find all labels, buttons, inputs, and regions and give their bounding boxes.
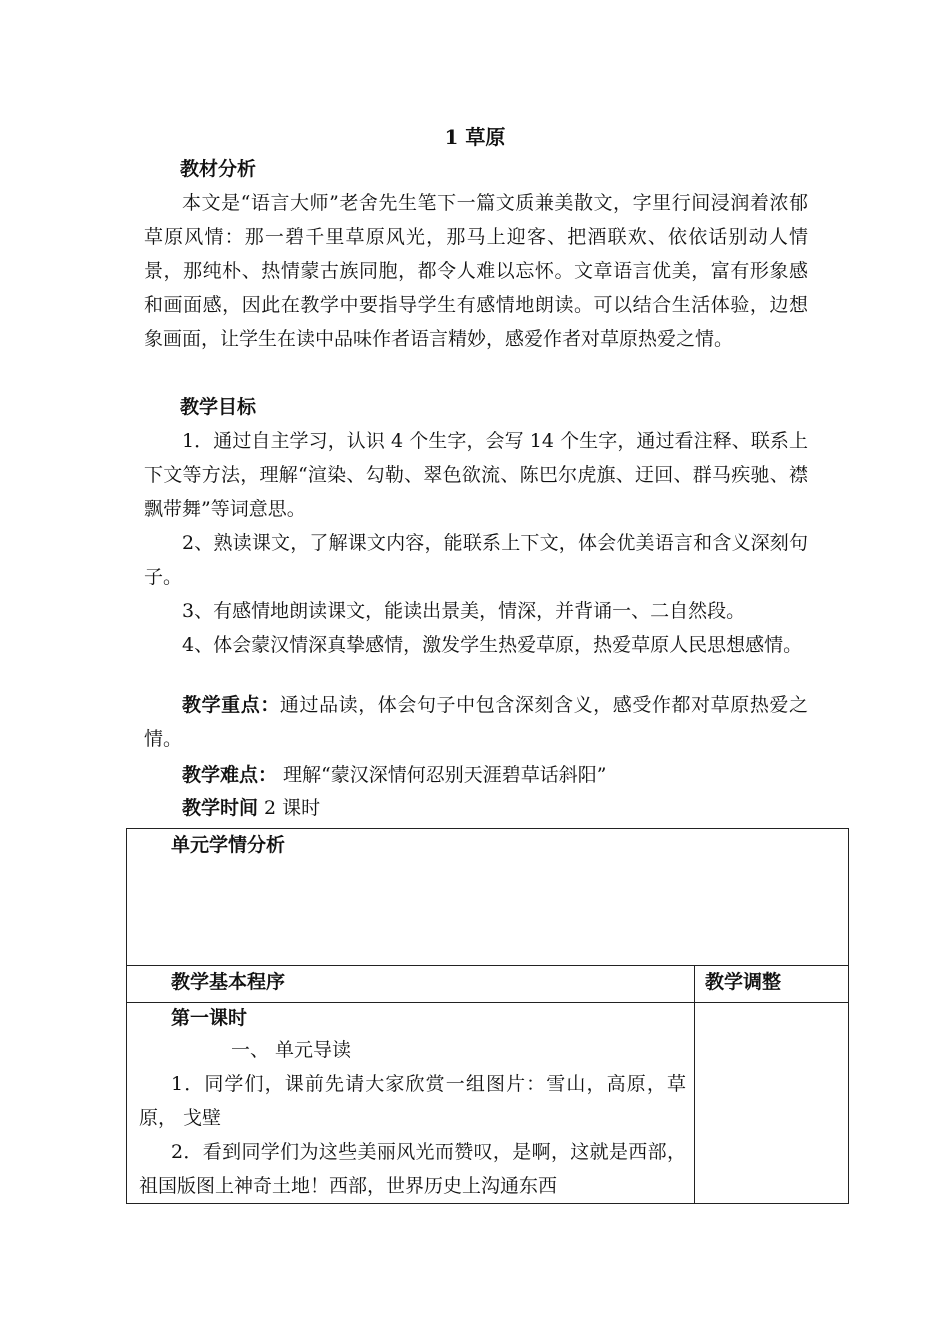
key-point-text: 通过品读，体会句子中包含深刻含义，感受作都对草原热爱之情。: [144, 694, 808, 750]
difficulty-paragraph: [144, 758, 808, 792]
material-analysis-heading: 教材分析: [180, 158, 257, 180]
difficulty-section: [144, 758, 808, 792]
lesson-plan-table: [126, 828, 849, 1204]
procedure-step: 1．同学们，课前先请大家欣赏一组图片：雪山，高原，草原， 戈壁: [139, 1073, 686, 1129]
goal-item: 1．通过自主学习，认识 4 个生字，会写 14 个生字，通过看注释、联系上下文等方法，理解“渲染、勾勒、翠色欲流、陈巴尔虎旗、迂回、群马疾驰、襟飘带舞”等词意思。: [144, 430, 808, 520]
key-point-label: 教学重点：: [182, 694, 280, 716]
time-label: 教学时间: [182, 797, 259, 819]
time-section: [144, 791, 808, 825]
procedure-column-header: 教学基本程序: [127, 966, 695, 1003]
lesson-title: 1 草原: [444, 125, 506, 149]
lesson-label: 第一课时: [171, 1007, 248, 1029]
goal-item: 4、体会蒙汉情深真挚感情，激发学生热爱草原，热爱草原人民思想感情。: [182, 634, 803, 656]
procedure-cell: [127, 1003, 695, 1204]
material-analysis-text: 本文是“语言大师”老舍先生笔下一篇文质兼美散文，字里行间浸润着浓郁草原风情：那一碧千里草原风光，那马上迎客、把酒联欢、依依话别动人情景，那纯朴、热情蒙古族同胞，都令人难以忘怀。文章语言优美，富有形象感和画面感，因此在教学中要指导学生有感情地朗读。可以结合生活体验，边想象画面，让学生在读中品味作者语言精妙，感爱作者对草原热爱之情。: [144, 192, 808, 350]
time-paragraph: [144, 791, 808, 825]
key-point-paragraph: [144, 688, 808, 756]
unit-analysis-heading: 单元学情分析: [171, 834, 286, 856]
adjustment-column-header: 教学调整: [695, 966, 849, 1003]
goal-item: 3、有感情地朗读课文，能读出景美，情深，并背诵一、二自然段。: [182, 600, 746, 622]
material-analysis-section: [144, 152, 808, 356]
teaching-goals-section: [144, 390, 808, 662]
unit-analysis-cell: [127, 829, 849, 966]
key-point-section: [144, 688, 808, 756]
difficulty-text: 理解“蒙汉深情何忍别天涯碧草话斜阳”: [277, 764, 607, 786]
adjustment-cell: [695, 1003, 849, 1204]
goal-item: 2、熟读课文，了解课文内容，能联系上下文，体会优美语言和含义深刻句子。: [144, 532, 808, 588]
section-heading: 一、 单元导读: [231, 1039, 352, 1061]
procedure-step: 2．看到同学们为这些美丽风光而赞叹，是啊，这就是西部，祖国版图上神奇土地！西部，世界历史上沟通东西: [139, 1141, 686, 1197]
time-text: 2 课时: [258, 797, 321, 819]
teaching-goals-heading: 教学目标: [180, 396, 257, 418]
difficulty-label: 教学难点：: [182, 764, 278, 786]
